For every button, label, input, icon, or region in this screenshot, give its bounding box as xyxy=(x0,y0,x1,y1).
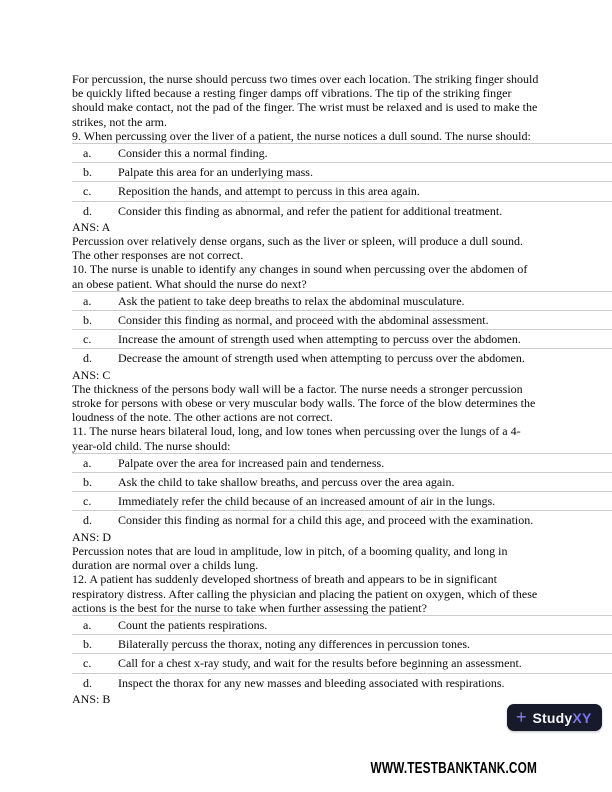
option-row xyxy=(72,491,612,510)
answer-line: ANS: C xyxy=(72,367,111,382)
answer-line: ANS: A xyxy=(72,219,111,234)
option-letter: b. xyxy=(83,475,92,490)
studyxy-badge xyxy=(507,704,602,731)
option-row xyxy=(72,310,612,329)
option-letter: a. xyxy=(83,146,92,161)
option-row xyxy=(72,291,612,310)
option-row xyxy=(72,348,612,367)
option-text: Ask the patient to take deep breaths to relax the abdominal musculature. xyxy=(118,293,465,308)
explanation-paragraph: Percussion over relatively dense organs, such as the liver or spleen, will produce a dull sound. The other responses are not correct. xyxy=(72,234,524,263)
option-row xyxy=(72,329,612,348)
question-prompt: 12. A patient has suddenly developed shortness of breath and appears to be in significant respiratory distress. After calling the physician and placing the patient on oxygen, which of these actions is the best for the nurse to take when further assessing the patient? xyxy=(72,572,538,615)
option-text: Inspect the thorax for any new masses and bleeding associated with respirations. xyxy=(118,675,505,690)
option-letter: d. xyxy=(83,675,92,690)
question-block-12 xyxy=(72,572,540,706)
option-row xyxy=(72,143,612,162)
option-row xyxy=(72,453,612,472)
option-text: Increase the amount of strength used when attempting to percuss over the abdomen. xyxy=(118,332,521,347)
plus-icon: + xyxy=(516,706,527,727)
option-letter: b. xyxy=(83,165,92,180)
option-letter: a. xyxy=(83,617,92,632)
option-text: Reposition the hands, and attempt to percuss in this area again. xyxy=(118,184,420,199)
explanation-paragraph: The thickness of the persons body wall will be a factor. The nurse needs a stronger percussion stroke for persons with obese or very muscular body walls. The force of the blow determines the loudness of the note. The other actions are not correct. xyxy=(72,381,536,425)
option-row xyxy=(72,615,612,634)
option-text: Decrease the amount of strength used when attempting to percuss over the abdomen. xyxy=(118,351,525,366)
option-text: Count the patients respirations. xyxy=(118,617,268,632)
badge-name-accent: XY xyxy=(572,709,592,726)
answer-line: ANS: D xyxy=(72,529,112,544)
question-prompt: 9. When percussing over the liver of a patient, the nurse notices a dull sound. The nurse should: xyxy=(72,128,531,143)
document-content xyxy=(72,72,540,706)
question-block-9 xyxy=(72,129,540,263)
option-letter: c. xyxy=(83,332,92,347)
option-text: Consider this finding as normal, and proceed with the abdominal assessment. xyxy=(118,313,489,328)
option-text: Ask the child to take shallow breaths, and percuss over the area again. xyxy=(118,475,455,490)
question-prompt: 10. The nurse is unable to identify any changes in sound when percussing over the abdomen of an obese patient. What should the nurse do next? xyxy=(72,262,528,291)
options-table xyxy=(72,291,612,368)
option-letter: a. xyxy=(83,455,92,470)
option-letter: d. xyxy=(83,351,92,366)
option-text: Consider this a normal finding. xyxy=(118,146,268,161)
option-row xyxy=(72,634,612,653)
footer-url: WWW.TESTBANKTANK.COM xyxy=(370,760,537,777)
option-text: Call for a chest x-ray study, and wait for the results before beginning an assessment. xyxy=(118,656,522,671)
option-text: Consider this finding as normal for a child this age, and proceed with the examination. xyxy=(118,513,534,528)
option-letter: b. xyxy=(83,637,92,652)
option-text: Palpate this area for an underlying mass. xyxy=(118,165,313,180)
option-row xyxy=(72,673,612,692)
badge-brand-text xyxy=(533,710,592,726)
option-letter: d. xyxy=(83,513,92,528)
options-table xyxy=(72,453,612,530)
option-letter: c. xyxy=(83,184,92,199)
option-letter: d. xyxy=(83,203,92,218)
option-row xyxy=(72,510,612,529)
option-row xyxy=(72,162,612,181)
option-row xyxy=(72,472,612,491)
option-text: Bilaterally percuss the thorax, noting any differences in percussion tones. xyxy=(118,637,471,652)
badge-name-primary: Study xyxy=(532,709,573,726)
option-letter: c. xyxy=(83,656,92,671)
option-letter: a. xyxy=(83,293,92,308)
options-table xyxy=(72,143,612,220)
option-row xyxy=(72,201,612,220)
question-block-10 xyxy=(72,262,540,424)
option-row xyxy=(72,653,612,672)
explanation-paragraph: Percussion notes that are loud in amplitude, low in pitch, of a booming quality, and long in duration are normal over a childs lung. xyxy=(72,543,508,573)
question-block-11 xyxy=(72,424,540,572)
option-row xyxy=(72,181,612,200)
option-letter: c. xyxy=(83,494,92,509)
question-prompt: 11. The nurse hears bilateral loud, long, and low tones when percussing over the lungs of a 4-year-old child. The nurse should: xyxy=(72,424,521,453)
options-table xyxy=(72,615,612,692)
option-text: Consider this finding as abnormal, and refer the patient for additional treatment. xyxy=(118,203,503,218)
option-letter: b. xyxy=(83,313,92,328)
intro-paragraph: For percussion, the nurse should percuss two times over each location. The striking finger should be quickly lifted because a resting finger damps off vibrations. The tip of the striking finger should make contact, not the pad of the finger. The wrist must be relaxed and is used to make the strikes, not the arm. xyxy=(72,72,539,129)
option-text: Immediately refer the child because of an increased amount of air in the lungs. xyxy=(118,494,496,509)
answer-line: ANS: B xyxy=(72,691,111,706)
option-text: Palpate over the area for increased pain and tenderness. xyxy=(118,455,385,470)
